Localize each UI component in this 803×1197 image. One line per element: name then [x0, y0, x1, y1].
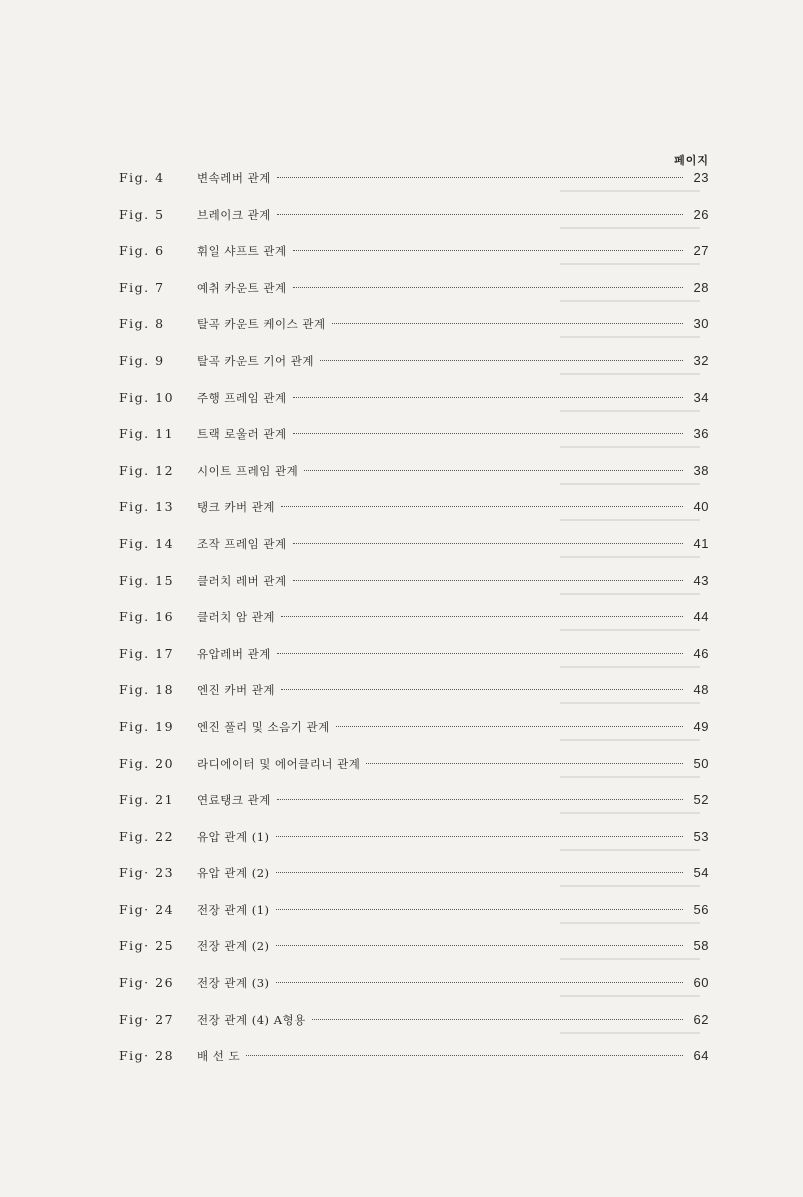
- dot-leader: [277, 799, 683, 800]
- figure-title: 탱크 카버 관계: [197, 500, 275, 515]
- figure-number: Fig. 18: [119, 682, 175, 698]
- figure-number: Fig· 23: [119, 865, 175, 881]
- toc-entry: [119, 609, 709, 646]
- page-number: 36: [693, 426, 709, 442]
- toc-entry: [119, 865, 709, 902]
- figure-title: 변속레버 관계: [197, 171, 271, 185]
- toc-entry: [119, 1012, 709, 1049]
- dot-leader: [293, 543, 683, 544]
- page-number: 64: [693, 1048, 709, 1064]
- figure-number: Fig· 28: [119, 1048, 175, 1064]
- figure-number: Fig· 27: [119, 1011, 175, 1027]
- dot-leader: [304, 470, 683, 471]
- toc-entry: [119, 1048, 709, 1085]
- toc-entry: [119, 463, 709, 500]
- dot-leader: [336, 726, 683, 727]
- figure-number: Fig. 15: [119, 572, 175, 588]
- figure-title: 엔진 카버 관계: [197, 683, 275, 698]
- toc-entry: [119, 719, 709, 756]
- dot-leader: [293, 397, 683, 398]
- page-number: 56: [693, 901, 709, 917]
- figure-title: 유압레버 관계: [197, 646, 271, 661]
- dot-leader: [276, 909, 683, 910]
- figure-number: Fig. 12: [119, 462, 175, 478]
- page-number: 48: [693, 682, 709, 698]
- figure-title: 휘일 샤프트 관계: [197, 244, 287, 259]
- toc-entry: [119, 573, 709, 610]
- figure-number: Fig· 24: [119, 901, 175, 917]
- dot-leader: [320, 360, 683, 361]
- page-number: 50: [693, 755, 709, 771]
- figure-number: Fig· 25: [119, 938, 175, 954]
- figure-number: Fig. 11: [119, 426, 175, 442]
- toc-entry: [119, 829, 709, 866]
- dot-leader: [276, 982, 683, 983]
- dot-leader: [277, 177, 683, 178]
- toc-entry: [119, 975, 709, 1012]
- toc-entry: [119, 316, 709, 353]
- toc-entry: [119, 280, 709, 317]
- dot-leader: [366, 763, 683, 764]
- dot-leader: [281, 506, 683, 507]
- dot-leader: [293, 580, 683, 581]
- page-number: 30: [693, 316, 709, 332]
- figure-title: 클러치 암 관계: [197, 610, 275, 625]
- dot-leader: [312, 1019, 683, 1020]
- dot-leader: [281, 689, 683, 690]
- figure-title: 브레이크 관계: [197, 207, 271, 222]
- figure-number: Fig. 17: [119, 645, 175, 661]
- figure-number: Fig. 4: [119, 170, 165, 185]
- figure-title: 연료탱크 관계: [197, 793, 271, 808]
- figure-number: Fig. 6: [119, 243, 165, 259]
- figure-number: Fig. 20: [119, 755, 175, 771]
- figure-number: Fig. 22: [119, 828, 175, 844]
- figure-title: 탈곡 카운트 케이스 관계: [197, 317, 326, 332]
- figure-title: 탈곡 카운트 기어 관계: [197, 353, 314, 368]
- page-number: 46: [693, 645, 709, 661]
- figure-title: 트랙 로울러 관계: [197, 427, 287, 442]
- figure-title: 주행 프레임 관계: [197, 390, 287, 405]
- dot-leader: [276, 872, 683, 873]
- table-of-figures: [119, 170, 709, 1085]
- toc-entry: [119, 646, 709, 683]
- dot-leader: [293, 287, 683, 288]
- page-number: 43: [693, 572, 709, 588]
- dot-leader: [293, 250, 683, 251]
- toc-entry: [119, 536, 709, 573]
- figure-number: Fig. 9: [119, 352, 165, 368]
- page-number: 60: [693, 975, 709, 991]
- page-number: 49: [693, 718, 709, 734]
- page-number: 53: [693, 828, 709, 844]
- page-number: 58: [693, 938, 709, 954]
- toc-entry: [119, 207, 709, 244]
- dot-leader: [276, 836, 683, 837]
- page-number: 27: [693, 243, 709, 259]
- figure-title: 전장 관계 (2): [197, 939, 270, 954]
- dot-leader: [293, 433, 683, 434]
- figure-number: Fig. 13: [119, 499, 175, 515]
- page-number: 26: [693, 206, 709, 222]
- figure-title: 유압 관계 (2): [197, 866, 270, 881]
- figure-title: 엔진 풀리 및 소음기 관계: [197, 719, 330, 734]
- toc-entry: [119, 243, 709, 280]
- toc-entry: [119, 390, 709, 427]
- toc-entry: [119, 426, 709, 463]
- dot-leader: [276, 945, 683, 946]
- page-number: 41: [693, 535, 709, 551]
- page-number: 40: [693, 499, 709, 515]
- figure-number: Fig. 21: [119, 792, 175, 808]
- figure-number: Fig. 16: [119, 609, 175, 625]
- toc-entry: [119, 938, 709, 975]
- page-number: 62: [693, 1011, 709, 1027]
- toc-entry: [119, 792, 709, 829]
- dot-leader: [332, 323, 683, 324]
- figure-title: 시이트 프레임 관계: [197, 463, 299, 478]
- dot-leader: [277, 653, 683, 654]
- dot-leader: [277, 214, 683, 215]
- toc-entry: [119, 499, 709, 536]
- page-column-header: 페이지: [674, 154, 709, 167]
- figure-number: Fig. 10: [119, 389, 175, 405]
- page-number: 54: [693, 865, 709, 881]
- toc-entry: [119, 682, 709, 719]
- toc-entry: [119, 902, 709, 939]
- toc-entry: [119, 170, 709, 207]
- toc-entry: [119, 353, 709, 390]
- figure-title: 라디에이터 및 에어클리너 관계: [197, 756, 361, 771]
- figure-number: Fig. 14: [119, 535, 175, 551]
- figure-title: 조작 프레임 관계: [197, 536, 287, 551]
- toc-entry: [119, 756, 709, 793]
- page-number: 44: [693, 609, 709, 625]
- figure-number: Fig. 8: [119, 316, 165, 332]
- figure-number: Fig· 26: [119, 975, 175, 991]
- page-number: 32: [693, 352, 709, 368]
- page-number: 23: [693, 170, 709, 185]
- dot-leader: [281, 616, 683, 617]
- figure-title: 예취 카운트 관계: [197, 280, 287, 295]
- dot-leader: [246, 1055, 683, 1056]
- figure-number: Fig. 5: [119, 206, 165, 222]
- figure-number: Fig. 7: [119, 279, 165, 295]
- figure-title: 유압 관계 (1): [197, 829, 270, 844]
- figure-title: 전장 관계 (3): [197, 976, 270, 991]
- figure-title: 전장 관계 (1): [197, 902, 270, 917]
- page-number: 52: [693, 792, 709, 808]
- figure-title: 배 선 도: [197, 1049, 241, 1064]
- figure-title: 전장 관계 (4) A형용: [197, 1012, 306, 1027]
- page-number: 34: [693, 389, 709, 405]
- page-number: 38: [693, 462, 709, 478]
- figure-number: Fig. 19: [119, 718, 175, 734]
- page-number: 28: [693, 279, 709, 295]
- figure-title: 클러치 레버 관계: [197, 573, 287, 588]
